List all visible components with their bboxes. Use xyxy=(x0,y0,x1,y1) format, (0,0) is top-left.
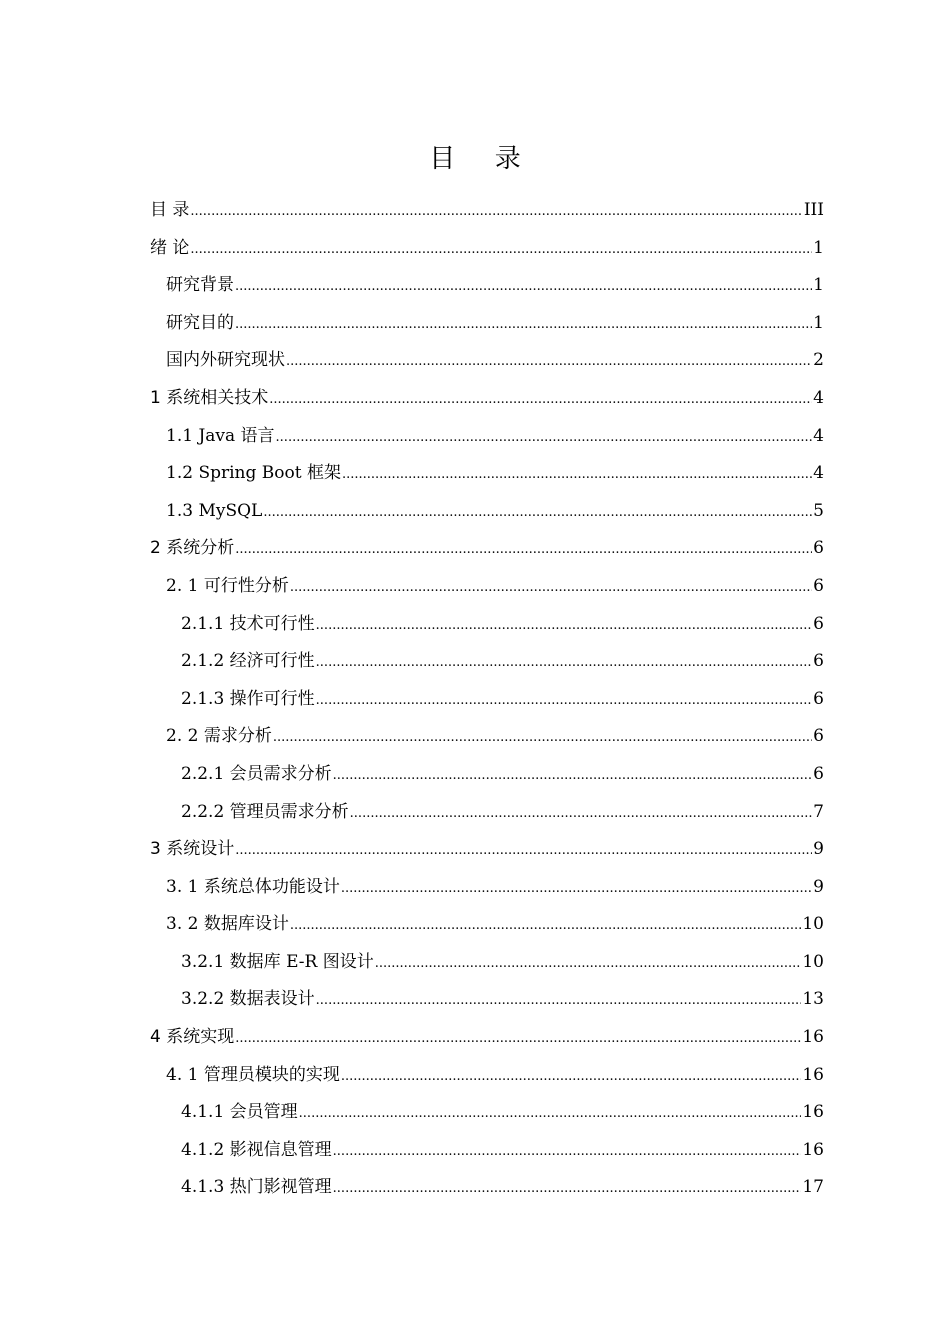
toc-entry-label: 2.2.1 会员需求分析 xyxy=(181,763,332,784)
toc-entry-label: 目 录 xyxy=(150,200,190,220)
toc-entry-label: 研究目的 xyxy=(166,312,234,333)
page-title: 目 录 xyxy=(429,144,537,174)
toc-entry-label: 4.1.3 热门影视管理 xyxy=(181,1177,332,1198)
toc-entry[interactable] xyxy=(150,230,824,268)
toc-entry-page-number: 10 xyxy=(802,914,824,935)
table-of-contents xyxy=(150,192,824,1207)
toc-entry-page-number: 4 xyxy=(813,463,824,484)
toc-entry-label: 研究背景 xyxy=(166,275,234,296)
toc-entry-label: 3. 2 数据库设计 xyxy=(166,914,289,935)
toc-entry[interactable] xyxy=(150,869,824,907)
toc-entry[interactable] xyxy=(150,681,824,719)
toc-entry-page-number: 10 xyxy=(802,951,824,972)
toc-entry-page-number: 17 xyxy=(802,1177,824,1198)
toc-entry-label: 2. 2 需求分析 xyxy=(166,726,272,747)
toc-dot-leader xyxy=(290,907,802,945)
toc-entry-page-number: 13 xyxy=(802,989,824,1010)
toc-dot-leader xyxy=(235,531,812,569)
toc-entry[interactable] xyxy=(150,831,824,869)
toc-entry-label: 2. 1 可行性分析 xyxy=(166,575,289,596)
toc-entry-label: 4 系统实现 xyxy=(150,1027,235,1048)
toc-entry-page-number: 6 xyxy=(813,651,824,672)
toc-entry-page-number: 1 xyxy=(813,237,824,258)
toc-dot-leader xyxy=(190,193,802,231)
toc-entry[interactable] xyxy=(150,342,824,380)
toc-entry-label: 绪 论 xyxy=(150,237,190,258)
toc-dot-leader xyxy=(316,682,813,720)
toc-entry[interactable] xyxy=(150,944,824,982)
toc-entry-page-number: 4 xyxy=(813,387,824,408)
toc-entry-label: 1 系统相关技术 xyxy=(150,387,269,408)
toc-entry-label: 3.2.2 数据表设计 xyxy=(181,989,315,1010)
toc-dot-leader xyxy=(316,607,813,645)
toc-entry[interactable] xyxy=(150,1019,824,1057)
toc-dot-leader xyxy=(333,757,813,795)
toc-dot-leader xyxy=(235,306,812,344)
toc-entry[interactable] xyxy=(150,455,824,493)
toc-entry-page-number: 6 xyxy=(813,688,824,709)
toc-dot-leader xyxy=(190,231,812,269)
toc-entry-label: 2.1.1 技术可行性 xyxy=(181,613,315,634)
toc-entry-label: 1.1 Java 语言 xyxy=(166,425,275,446)
toc-entry[interactable] xyxy=(150,1094,824,1132)
toc-dot-leader xyxy=(290,569,812,607)
toc-entry-page-number: 6 xyxy=(813,575,824,596)
toc-entry-label: 2.1.2 经济可行性 xyxy=(181,651,315,672)
toc-dot-leader xyxy=(316,644,813,682)
toc-entry-label: 4.1.1 会员管理 xyxy=(181,1102,298,1123)
toc-dot-leader xyxy=(375,945,802,983)
toc-dot-leader xyxy=(333,1170,802,1208)
toc-entry-label: 3. 1 系统总体功能设计 xyxy=(166,876,340,897)
toc-dot-leader xyxy=(273,719,812,757)
toc-dot-leader xyxy=(342,456,812,494)
toc-dot-leader xyxy=(341,1058,802,1096)
toc-entry-page-number: 7 xyxy=(813,801,824,822)
toc-entry-label: 1.2 Spring Boot 框架 xyxy=(166,463,341,484)
toc-entry-page-number: 16 xyxy=(802,1102,824,1123)
toc-entry[interactable] xyxy=(150,1132,824,1170)
toc-entry[interactable] xyxy=(150,906,824,944)
toc-entry-label: 2 系统分析 xyxy=(150,538,235,559)
toc-entry-page-number: 1 xyxy=(813,312,824,333)
toc-entry[interactable] xyxy=(150,380,824,418)
toc-dot-leader xyxy=(276,419,813,457)
toc-entry-page-number: 1 xyxy=(813,275,824,296)
toc-dot-leader xyxy=(299,1095,802,1133)
toc-dot-leader xyxy=(350,795,813,833)
toc-dot-leader xyxy=(286,343,812,381)
toc-entry[interactable] xyxy=(150,418,824,456)
toc-entry-label: 3.2.1 数据库 E-R 图设计 xyxy=(181,951,374,972)
toc-entry[interactable] xyxy=(150,643,824,681)
toc-dot-leader xyxy=(333,1133,802,1171)
toc-entry-label: 2.2.2 管理员需求分析 xyxy=(181,801,349,822)
toc-dot-leader xyxy=(316,982,802,1020)
toc-dot-leader xyxy=(269,381,812,419)
toc-dot-leader xyxy=(341,870,812,908)
toc-entry-page-number: 6 xyxy=(813,538,824,559)
toc-entry-page-number: 2 xyxy=(813,350,824,371)
toc-dot-leader xyxy=(235,268,812,306)
toc-entry-page-number: 4 xyxy=(813,425,824,446)
toc-entry[interactable] xyxy=(150,718,824,756)
toc-entry[interactable] xyxy=(150,756,824,794)
toc-entry-label: 2.1.3 操作可行性 xyxy=(181,688,315,709)
toc-entry-page-number: 16 xyxy=(802,1139,824,1160)
toc-entry[interactable] xyxy=(150,493,824,531)
toc-entry-page-number: 6 xyxy=(813,613,824,634)
toc-dot-leader xyxy=(235,1020,801,1058)
toc-entry[interactable] xyxy=(150,530,824,568)
toc-entry-label: 3 系统设计 xyxy=(150,839,235,860)
toc-entry[interactable] xyxy=(150,267,824,305)
toc-entry[interactable] xyxy=(150,1169,824,1207)
toc-entry-page-number: 9 xyxy=(813,876,824,897)
toc-entry-page-number: 9 xyxy=(813,839,824,860)
toc-entry[interactable] xyxy=(150,981,824,1019)
toc-entry-page-number: 6 xyxy=(813,726,824,747)
toc-entry-page-number: 16 xyxy=(802,1027,824,1048)
toc-dot-leader xyxy=(235,832,812,870)
toc-entry[interactable] xyxy=(150,305,824,343)
toc-entry[interactable] xyxy=(150,606,824,644)
toc-entry[interactable] xyxy=(150,794,824,832)
toc-entry-page-number: 16 xyxy=(802,1064,824,1085)
toc-entry[interactable] xyxy=(150,568,824,606)
toc-entry-page-number: 5 xyxy=(813,500,824,521)
toc-entry[interactable] xyxy=(150,1057,824,1095)
toc-entry-label: 1.3 MySQL xyxy=(166,500,263,521)
toc-entry-page-number: 6 xyxy=(813,763,824,784)
toc-entry-label: 国内外研究现状 xyxy=(166,350,285,371)
toc-entry-label: 4.1.2 影视信息管理 xyxy=(181,1139,332,1160)
toc-entry[interactable] xyxy=(150,192,824,230)
toc-entry-label: 4. 1 管理员模块的实现 xyxy=(166,1064,340,1085)
toc-dot-leader xyxy=(263,494,812,532)
toc-entry-page-number: III xyxy=(803,200,824,220)
